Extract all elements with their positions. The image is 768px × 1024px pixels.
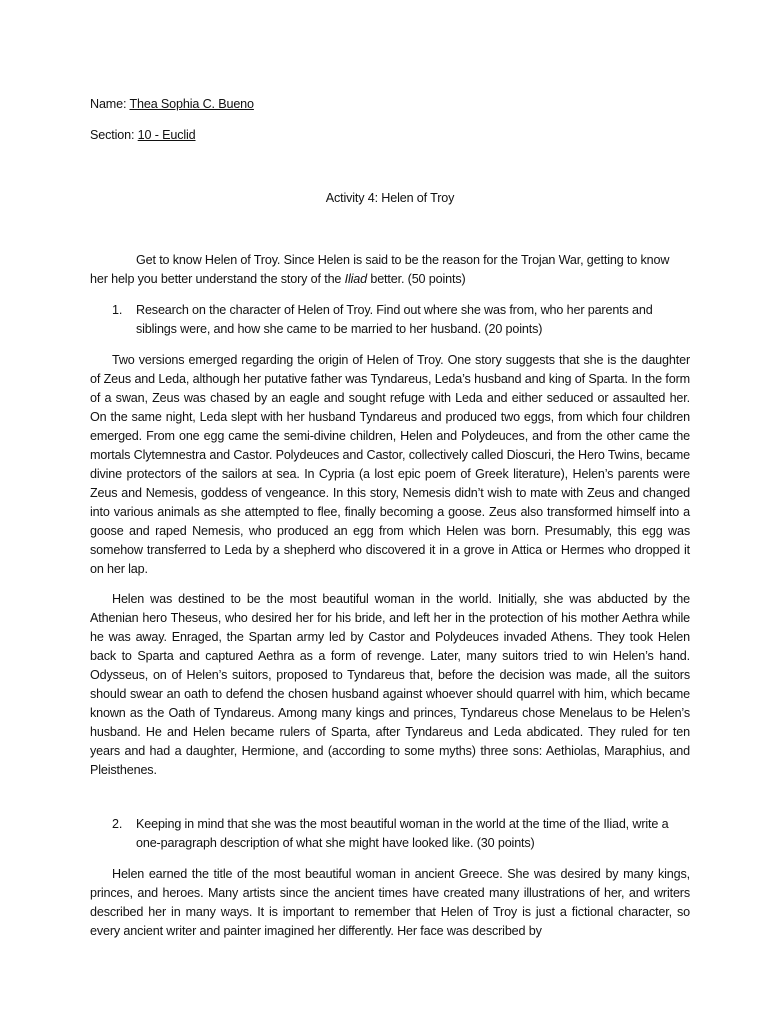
name-label: Name: xyxy=(90,97,127,111)
blank-line xyxy=(90,791,690,815)
document-title: Activity 4: Helen of Troy xyxy=(325,191,455,205)
question-number: 1. xyxy=(112,303,123,317)
question-2 xyxy=(90,815,690,853)
intro-text-before: Get to know Helen of Troy. Since Helen is said to be the reason for the Trojan War, getting to know her help you better understand the story of the xyxy=(90,253,670,286)
name-value: Thea Sophia C. Bueno xyxy=(129,97,254,111)
intro-text-after: better. (50 points) xyxy=(367,272,466,286)
section-label: Section: xyxy=(90,128,135,142)
answer-paragraph: Helen earned the title of the most beautiful woman in ancient Greece. She was desired by many kings, princes, and heroes. Many artists since the ancient times have created many illustrations of her, and writers described her in many ways. It is important to remember that Helen of Troy is just a fictional character, so every ancient writer and painter imagined her differently. Her face was described by xyxy=(90,867,690,938)
question-text: Keeping in mind that she was the most beautiful woman in the world at the time of the Iliad, write a one-paragraph description of what she might have looked like. (30 points) xyxy=(136,817,669,850)
section-value: 10 - Euclid xyxy=(137,128,196,142)
section-field xyxy=(90,126,690,145)
answer-paragraph: Helen was destined to be the most beautiful woman in the world. Initially, she was abducted by the Athenian hero Theseus, who desired her for his bride, and left her in the protection of his mother Aethra while he was away. Enraged, the Spartan army led by Castor and Polydeuces invaded Athens. They took Helen back to Sparta and captured Aethra as a form of revenge. Later, many suitors tried to win Helen’s hand. Odysseus, on of Helen’s suitors, proposed to Tyndareus that, before the decision was made, all the suitors should swear an oath to defend the chosen husband against whoever should quarrel with him, which became known as the Oath of Tyndareus. Among many kings and princes, Tyndareus chose Menelaus to be Helen’s husband. He and Helen became rulers of Sparta, after Tyndareus and Leda abdicated. They ruled for ten years and had a daughter, Hermione, and (according to some myths) three sons: Aethiolas, Maraphius, and Pleisthenes. xyxy=(90,592,690,777)
intro-italic-title: Iliad xyxy=(344,272,367,286)
intro-paragraph xyxy=(90,251,690,289)
question-text: Research on the character of Helen of Troy. Find out where she was from, who her parents and siblings were, and how she came to be married to her husband. (20 points) xyxy=(136,303,653,336)
name-field xyxy=(90,95,690,114)
question-number: 2. xyxy=(112,817,123,831)
question-1 xyxy=(90,301,690,339)
answer-paragraph: Two versions emerged regarding the origin of Helen of Troy. One story suggests that she is the daughter of Zeus and Leda, although her putative father was Tyndareus, Leda’s husband and king of Sparta. In the form of a swan, Zeus was chased by an eagle and sought refuge with Leda and either seduced or assaulted her. On the same night, Leda slept with her husband Tyndareus and produced two eggs, from which four children emerged. From one egg came the semi-divine children, Helen and Polydeuces, and from the other came the mortals Clytemnestra and Castor. Polydeuces and Castor, collectively called Dioscuri, the Hero Twins, became divine protectors of the sailors at sea. In Cypria (a lost epic poem of Greek literature), Helen’s parents were Zeus and Nemesis, goddess of vengeance. In this story, Nemesis didn’t wish to mate with Zeus and changed into various animals as she attempted to flee, finally becoming a goose. Zeus also transformed himself into a goose and raped Nemesis, who produced an egg from which Helen was born. Presumably, this egg was somehow transferred to Leda by a shepherd who discovered it in a grove in Attica or Hermes who dropped it on her lap. xyxy=(90,353,690,576)
